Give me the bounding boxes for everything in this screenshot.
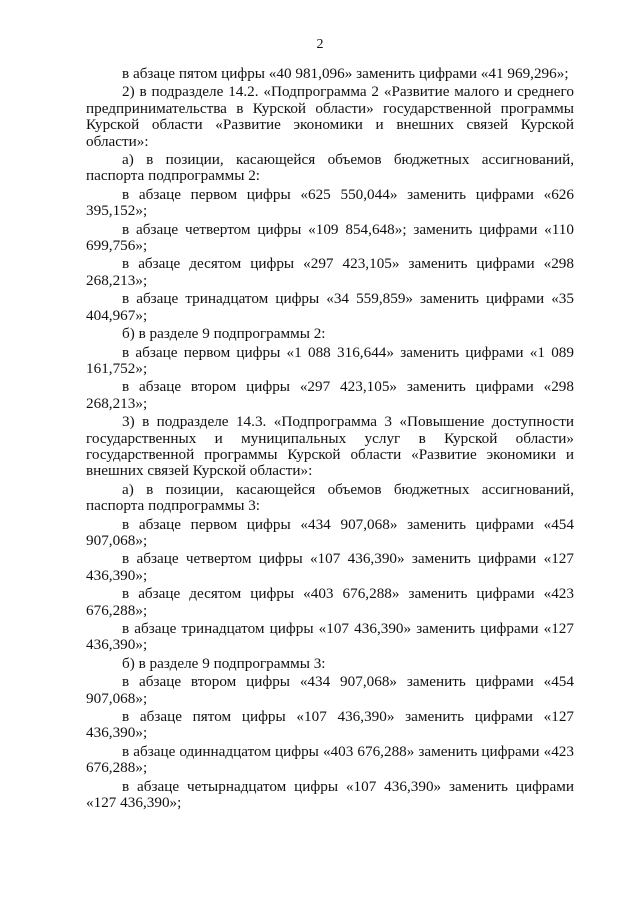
paragraph: в абзаце первом цифры «625 550,044» заменить цифрами «626 395,152»; bbox=[86, 185, 574, 220]
paragraph: в абзаце одиннадцатом цифры «403 676,288» заменить цифрами «423 676,288»; bbox=[86, 742, 574, 777]
paragraph: 3) в подразделе 14.3. «Подпрограмма 3 «Повышение доступности государственных и муниципальных услуг в Курской области» государственной программы Курской области «Развитие экономики и внешних связей Курской области»: bbox=[86, 413, 574, 480]
paragraph: в абзаце первом цифры «434 907,068» заменить цифрами «454 907,068»; bbox=[86, 515, 574, 549]
paragraph: в абзаце втором цифры «434 907,068» заменить цифрами «454 907,068»; bbox=[86, 673, 574, 707]
paragraph: в абзаце десятом цифры «403 676,288» заменить цифрами «423 676,288»; bbox=[86, 585, 574, 619]
paragraph: в абзаце четвертом цифры «109 854,648»; заменить цифрами «110 699,756»; bbox=[86, 220, 574, 255]
paragraph: в абзаце первом цифры «1 088 316,644» заменить цифрами «1 089 161,752»; bbox=[86, 343, 574, 377]
paragraph: в абзаце четвертом цифры «107 436,390» заменить цифрами «127 436,390»; bbox=[86, 550, 574, 584]
paragraph: в абзаце пятом цифры «107 436,390» заменить цифрами «127 436,390»; bbox=[86, 708, 574, 742]
paragraph: а) в позиции, касающейся объемов бюджетных ассигнований, паспорта подпрограммы 3: bbox=[86, 480, 574, 515]
paragraph: а) в позиции, касающейся объемов бюджетных ассигнований, паспорта подпрограммы 2: bbox=[86, 151, 574, 185]
paragraph: в абзаце четырнадцатом цифры «107 436,390» заменить цифрами «127 436,390»; bbox=[86, 777, 574, 812]
paragraph: б) в разделе 9 подпрограммы 2: bbox=[122, 325, 326, 343]
page-number: 2 bbox=[316, 37, 324, 52]
paragraph: 2) в подразделе 14.2. «Подпрограмма 2 «Развитие малого и среднего предпринимательства в Курской области» государственной программы Курской области «Развитие экономики и внешних связей Курской области»: bbox=[86, 83, 574, 150]
paragraph: в абзаце тринадцатом цифры «107 436,390» заменить цифрами «127 436,390»; bbox=[86, 620, 574, 654]
document-body bbox=[86, 66, 574, 813]
paragraph: в абзаце втором цифры «297 423,105» заменить цифрами «298 268,213»; bbox=[86, 378, 574, 412]
paragraph: в абзаце пятом цифры «40 981,096» заменить цифрами «41 969,296»; bbox=[122, 65, 569, 82]
paragraph: в абзаце десятом цифры «297 423,105» заменить цифрами «298 268,213»; bbox=[86, 255, 574, 289]
paragraph: в абзаце тринадцатом цифры «34 559,859» заменить цифрами «35 404,967»; bbox=[86, 290, 574, 324]
paragraph: б) в разделе 9 подпрограммы 3: bbox=[122, 654, 326, 672]
